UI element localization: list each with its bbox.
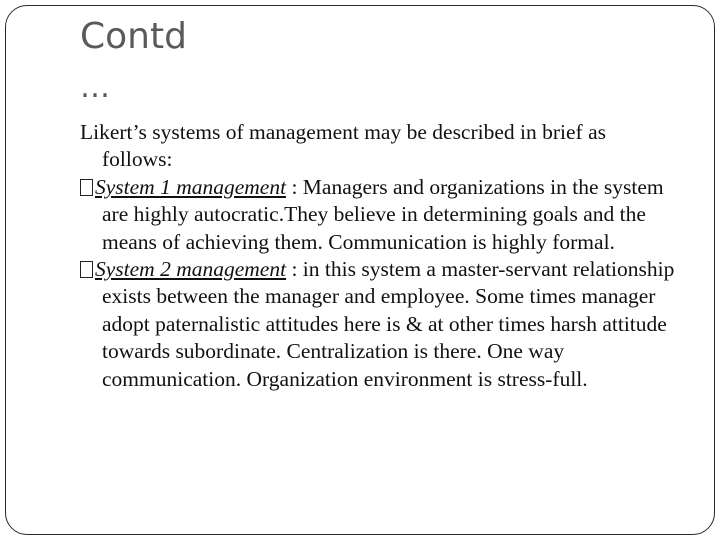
slide-title: Contd <box>80 16 187 57</box>
hollow-square-bullet-icon <box>80 261 93 278</box>
slide-frame <box>5 5 715 535</box>
bullet-item-system-2 <box>80 256 680 393</box>
intro-paragraph: Likert’s systems of management may be described in brief as follows: <box>80 120 606 172</box>
bullet-term: System 2 management <box>95 257 287 282</box>
bullet-text: : in this system a master-servant relationship exists between the manager and employee. Some times manager adopt paternalistic attitudes here is & at other times harsh attitude towards subordinate. Centralization is there. One way communication. Organization environment is stress-full. <box>102 257 675 391</box>
slide-body <box>80 119 680 393</box>
bullet-term: System 1 management <box>95 174 287 199</box>
bullet-text: : Managers and organizations in the system are highly autocratic.They believe in determining goals and the means of achieving them. Communication is highly formal. <box>102 174 664 254</box>
bullet-item-system-1 <box>80 174 680 256</box>
hollow-square-bullet-icon <box>80 179 93 196</box>
title-continuation: … <box>80 70 110 105</box>
